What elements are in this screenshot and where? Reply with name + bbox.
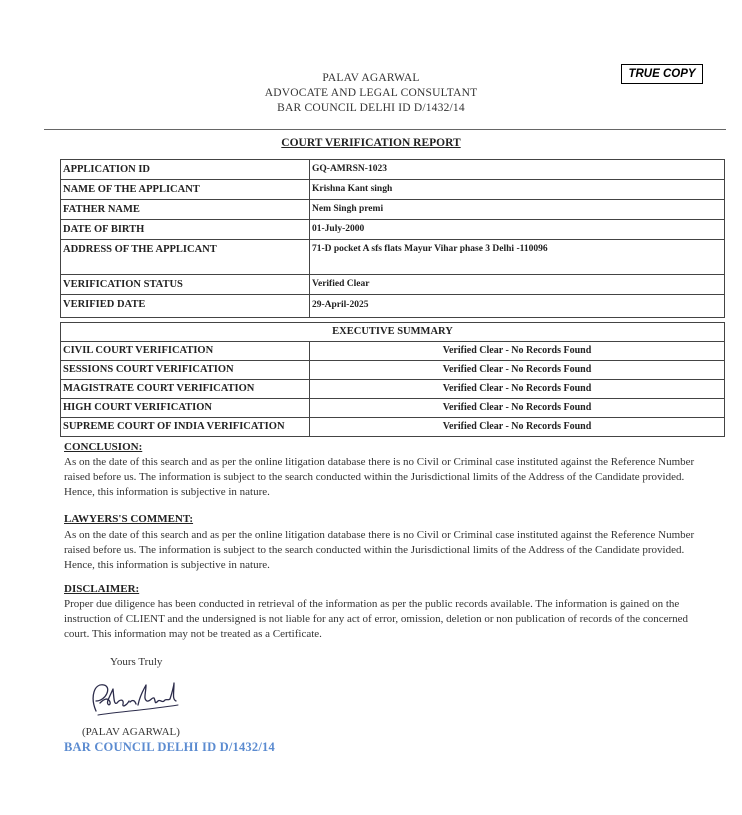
court-result: Verified Clear - No Records Found [310, 399, 725, 418]
closing-salutation: Yours Truly [110, 656, 163, 668]
conclusion-text: As on the date of this search and as per the online litigation database there is no Civil or Criminal case instituted against the Reference Number raised before us. The information is subject to the search conducted within the Jurisdictional limits of the Address of the Candidate provided. Hence, this information is subjective in nature. [64, 456, 695, 498]
executive-summary-title: EXECUTIVE SUMMARY [61, 323, 725, 342]
table-row [61, 220, 725, 240]
court-result: Verified Clear - No Records Found [310, 418, 725, 437]
application-id-label: APPLICATION ID [61, 160, 310, 180]
applicant-name-label: NAME OF THE APPLICANT [61, 180, 310, 200]
report-title: COURT VERIFICATION REPORT [281, 137, 461, 149]
advocate-bar-id: BAR COUNCIL DELHI ID D/1432/14 [277, 102, 465, 114]
conclusion-heading: CONCLUSION: [64, 441, 143, 453]
court-label: HIGH COURT VERIFICATION [61, 399, 310, 418]
disclaimer-text: Proper due diligence has been conducted in retrieval of the information as per the public records available. The information is gained on the instruction of CLIENT and the undersigned is not liable for any act of error, omission, deletion or non publication of records of the concerned court. This information may not be treated as a Certificate. [64, 598, 689, 640]
table-row [61, 380, 725, 399]
true-copy-stamp: TRUE COPY [621, 64, 703, 84]
court-label: SUPREME COURT OF INDIA VERIFICATION [61, 418, 310, 437]
table-row [61, 295, 725, 318]
handwritten-signature [86, 675, 186, 720]
table-row [61, 240, 725, 275]
address-value: 71-D pocket A sfs flats Mayur Vihar phase 3 Delhi -110096 [310, 240, 725, 275]
advocate-role: ADVOCATE AND LEGAL CONSULTANT [264, 87, 478, 99]
court-result: Verified Clear - No Records Found [310, 342, 725, 361]
address-label: ADDRESS OF THE APPLICANT [61, 240, 310, 275]
disclaimer-heading: DISCLAIMER: [64, 583, 140, 595]
verified-date-value: 29-April-2025 [310, 295, 725, 318]
father-name-value: Nem Singh premi [310, 200, 725, 220]
lawyers-comment-text: As on the date of this search and as per the online litigation database there is no Civil or Criminal case instituted against the Reference Number raised before us. The information is subject to the search conducted within the Jurisdictional limits of the Address of the Candidate provided. Hence, this information is subjective in nature. [64, 529, 695, 571]
table-row [61, 418, 725, 437]
applicant-info-table [60, 159, 725, 318]
advocate-name: PALAV AGARWAL [322, 72, 420, 84]
table-row [61, 361, 725, 380]
table-row [61, 180, 725, 200]
table-header-row [61, 323, 725, 342]
lawyers-comment-heading: LAWYERS'S COMMENT: [64, 513, 194, 525]
signatory-bar-id: BAR COUNCIL DELHI ID D/1432/14 [64, 740, 275, 754]
court-label: SESSIONS COURT VERIFICATION [61, 361, 310, 380]
application-id-value: GQ-AMRSN-1023 [310, 160, 725, 180]
table-row [61, 275, 725, 295]
table-row [61, 160, 725, 180]
court-result: Verified Clear - No Records Found [310, 361, 725, 380]
header-divider [44, 129, 726, 130]
signatory-name: (PALAV AGARWAL) [82, 726, 180, 738]
court-label: MAGISTRATE COURT VERIFICATION [61, 380, 310, 399]
verification-status-label: VERIFICATION STATUS [61, 275, 310, 295]
dob-label: DATE OF BIRTH [61, 220, 310, 240]
father-name-label: FATHER NAME [61, 200, 310, 220]
verification-status-value: Verified Clear [310, 275, 725, 295]
court-result: Verified Clear - No Records Found [310, 380, 725, 399]
table-row [61, 200, 725, 220]
table-row [61, 399, 725, 418]
table-row [61, 342, 725, 361]
executive-summary-table [60, 322, 725, 437]
dob-value: 01-July-2000 [310, 220, 725, 240]
court-label: CIVIL COURT VERIFICATION [61, 342, 310, 361]
applicant-name-value: Krishna Kant singh [310, 180, 725, 200]
verified-date-label: VERIFIED DATE [61, 295, 310, 318]
